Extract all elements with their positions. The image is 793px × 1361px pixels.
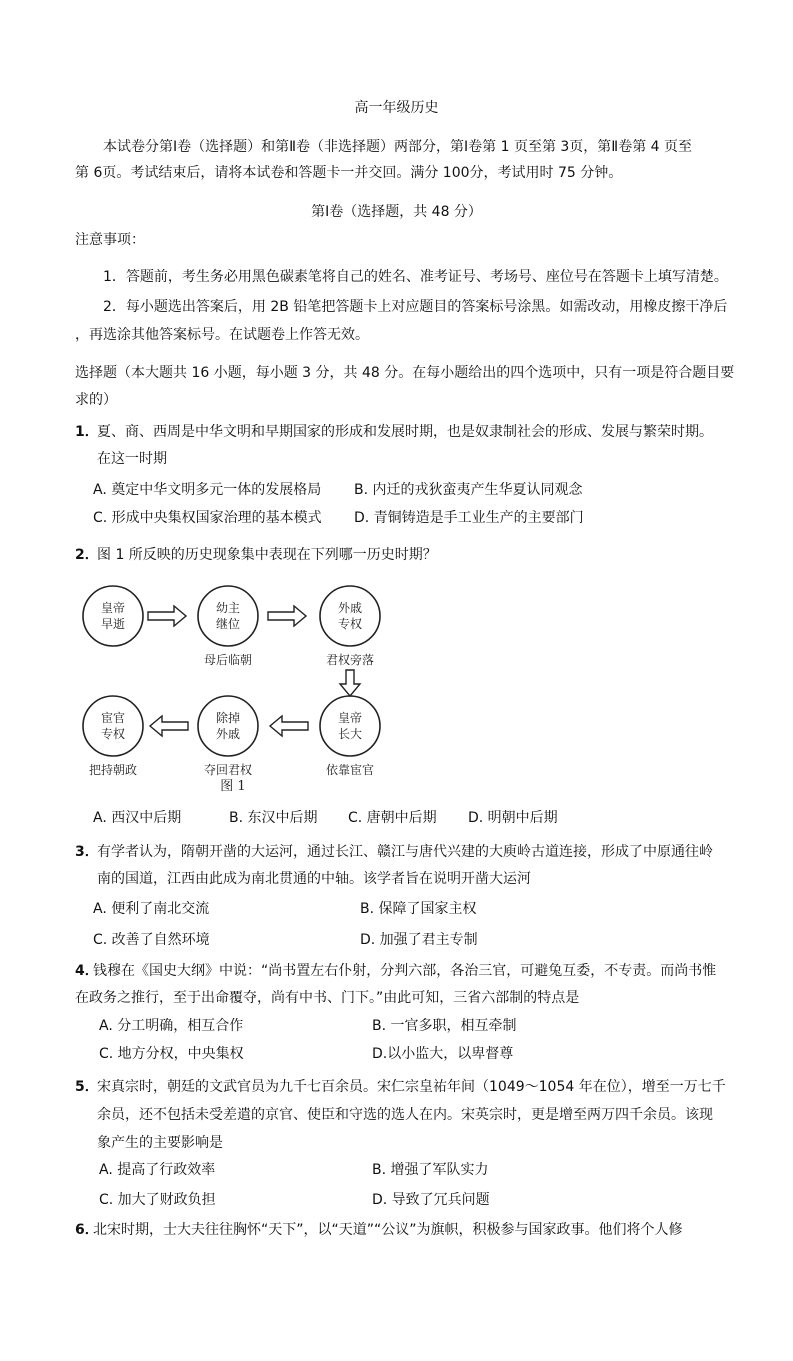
node-text: 继位	[215, 617, 241, 631]
answer-option: D.以小监大，以卑督尊	[372, 1046, 514, 1062]
question-text: 有学者认为，隋朝开凿的大运河，通过长江、赣江与唐代兴建的大庾岭古道连接，形成了中原通往岭	[97, 844, 713, 860]
node-label: 君权旁落	[325, 653, 375, 667]
node-text: 专权	[100, 727, 126, 741]
node-circle	[320, 586, 380, 646]
answer-option: C. 地方分权，中央集权	[99, 1046, 244, 1062]
page-title: 高一年级历史	[354, 100, 439, 116]
node-circle	[83, 696, 143, 756]
answer-option: C. 加大了财政负担	[99, 1192, 216, 1208]
node-text: 宦官	[100, 711, 126, 725]
node-label: 把持朝政	[88, 763, 138, 777]
arrow-down-icon	[340, 670, 360, 696]
question-number: 1．	[75, 424, 99, 440]
question-number: 6．	[75, 1222, 99, 1238]
node-text: 皇帝	[100, 601, 126, 615]
node-label: 依靠宦官	[325, 763, 375, 777]
part1-title: 第Ⅰ卷（选择题，共 48 分）	[311, 204, 482, 220]
answer-option: D. 明朝中后期	[468, 810, 558, 826]
answer-option: B. 东汉中后期	[229, 810, 318, 826]
notice-item: 2．每小题选出答案后，用 2B 铅笔把答题卡上对应题目的答案标号涂黑。如需改动，用橡皮擦干净后	[103, 299, 728, 315]
node-text: 除掉	[215, 711, 241, 725]
answer-option: A. 奠定中华文明多元一体的发展格局	[93, 482, 322, 498]
answer-option: B. 内迁的戎狄蛮夷产生华夏认同观念	[354, 482, 583, 498]
node-circle	[320, 696, 380, 756]
arrow-left-icon	[150, 716, 188, 736]
question-text: 在政务之推行，至于出命覆夺，尚有中书、门下。”由此可知，三省六部制的特点是	[75, 990, 580, 1006]
answer-option: A. 提高了行政效率	[99, 1162, 216, 1178]
question-text: 象产生的主要影响是	[97, 1135, 223, 1151]
question-text: 图 1 所反映的历史现象集中表现在下列哪一历史时期？	[97, 547, 437, 563]
node-circle	[198, 696, 258, 756]
node-text: 幼主	[215, 601, 241, 615]
node-text: 外戚	[215, 727, 241, 741]
answer-option: A. 便利了南北交流	[93, 901, 210, 917]
answer-option: D. 加强了君主专制	[360, 932, 478, 948]
answer-option: C. 改善了自然环境	[93, 932, 210, 948]
figure-caption: 图 1	[220, 779, 246, 792]
question-text: 钱穆在《国史大纲》中说：“尚书置左右仆射，分判六部，各治三官，可避兔互委，不专责。而尚书惟	[93, 963, 717, 979]
arrow-left-icon	[270, 716, 308, 736]
question-number: 3．	[75, 844, 99, 860]
answer-option: B. 一官多职，相互牵制	[372, 1018, 517, 1034]
notice-item: 1．答题前，考生务必用黑色碳素笔将自己的姓名、准考证号、考场号、座位号在答题卡上填写清楚。	[103, 269, 728, 285]
node-text: 长大	[337, 727, 363, 741]
section-instructions: 选择题（本大题共 16 小题，每小题 3 分，共 48 分。在每小题给出的四个选项中，只有一项是符合题目要	[75, 365, 735, 381]
answer-option: D. 导致了冗兵问题	[372, 1192, 490, 1208]
figure-1-diagram	[78, 578, 398, 792]
node-text: 皇帝	[337, 711, 363, 725]
answer-option: B. 增强了军队实力	[372, 1162, 489, 1178]
section-instructions: 求的）	[75, 392, 117, 408]
answer-option: C. 形成中央集权国家治理的基本模式	[93, 510, 322, 526]
notice-item: ，再选涂其他答案标号。在试题卷上作答无效。	[75, 327, 369, 343]
question-number: 4．	[75, 963, 99, 979]
answer-option: D. 青铜铸造是手工业生产的主要部门	[354, 510, 584, 526]
answer-option: C. 唐朝中后期	[348, 810, 437, 826]
node-circle	[83, 586, 143, 646]
node-text: 早逝	[100, 617, 126, 631]
answer-option: A. 西汉中后期	[93, 810, 182, 826]
node-text: 专权	[337, 617, 363, 631]
arrow-right-icon	[148, 606, 186, 626]
question-text: 夏、商、西周是中华文明和早期国家的形成和发展时期，也是奴隶制社会的形成、发展与繁荣时期。	[97, 424, 713, 440]
node-circle	[198, 586, 258, 646]
question-number: 2．	[75, 547, 99, 563]
notice-label: 注意事项：	[75, 232, 145, 248]
question-text: 南的国道，江西由此成为南北贯通的中轴。该学者旨在说明开凿大运河	[97, 871, 531, 887]
question-text: 余员，还不包括未受差遣的京官、使臣和守选的选人在内。宋英宗时，更是增至两万四千余员。该现	[97, 1107, 713, 1123]
node-label: 夺回君权	[203, 763, 253, 777]
answer-option: A. 分工明确，相互合作	[99, 1018, 244, 1034]
node-text: 外戚	[337, 601, 363, 615]
question-text: 在这一时期	[97, 451, 167, 467]
intro-line-1: 本试卷分第Ⅰ卷（选择题）和第Ⅱ卷（非选择题）两部分，第Ⅰ卷第 1 页至第 3页，第Ⅱ卷第 4 页至	[103, 139, 693, 155]
node-label: 母后临朝	[203, 653, 253, 667]
arrow-right-icon	[268, 606, 306, 626]
question-text: 宋真宗时，朝廷的文武官员为九千七百余员。宋仁宗皇祐年间（1049～1054 年在位），增至一万七千	[97, 1079, 726, 1095]
intro-line-2: 第 6页。考试结束后，请将本试卷和答题卡一并交回。满分 100分，考试用时 75 分钟。	[75, 165, 623, 181]
answer-option: B. 保障了国家主权	[360, 901, 477, 917]
question-number: 5．	[75, 1079, 99, 1095]
question-text: 北宋时期，士大夫往往胸怀“天下”，以“天道”“公议”为旗帜，积极参与国家政事。他们将个人修	[93, 1222, 683, 1238]
